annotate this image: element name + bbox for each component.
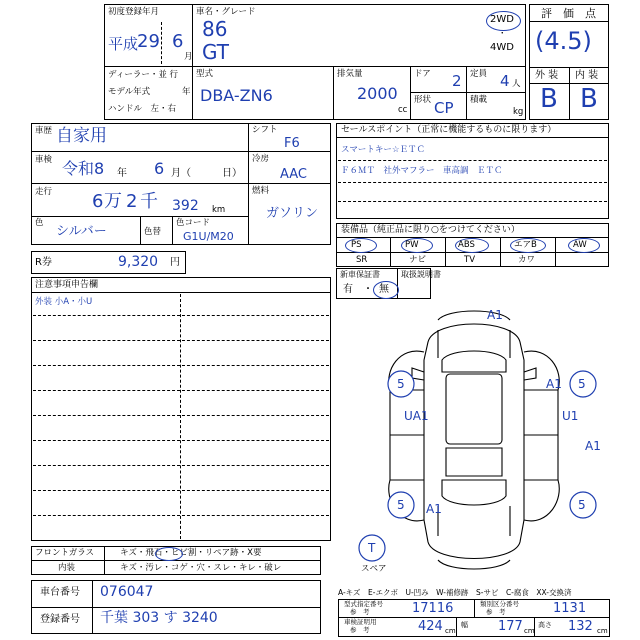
mark-door-right: U1 — [562, 409, 579, 423]
mark-front: A1 — [487, 308, 503, 322]
spare-t: T — [368, 541, 376, 555]
designation-label: 型式指定番号 — [344, 600, 383, 608]
reg-value: 千葉 303 す 3240 — [100, 610, 218, 626]
interior-glass-label: 内装 — [58, 563, 76, 573]
length-label: 車検証明用 — [344, 618, 377, 626]
drive-sep: ・ — [498, 29, 507, 39]
mileage-sen-unit: 千 — [140, 191, 158, 212]
header-block — [104, 4, 526, 120]
model-name: 86 — [202, 17, 228, 41]
km-unit: km — [212, 205, 226, 215]
inspection-label: 車検 — [35, 155, 53, 165]
mark-fender-fr: A1 — [546, 377, 562, 391]
grade-score: (4.5) — [535, 27, 592, 55]
equip-abs: ABS — [458, 240, 475, 250]
equip-tv: TV — [464, 255, 476, 265]
warranty-value: 有 ・ — [343, 284, 373, 295]
fuel-value: ガソリン — [266, 206, 319, 221]
color-label: 色 — [35, 218, 44, 228]
fuel-label: 燃料 — [252, 186, 270, 196]
r-ticket-box — [31, 251, 186, 274]
ref-label-1: 参 考 — [350, 608, 370, 616]
equip-navi: ナビ — [409, 255, 427, 265]
length-value: 424 — [418, 619, 443, 634]
color-change-label: 色替 — [144, 227, 162, 237]
inspection-year-unit: 年 — [117, 168, 127, 179]
capacity-label: 定員 — [470, 69, 488, 79]
drive-2wd: 2WD — [490, 14, 514, 25]
mark-wheel-rr: 5 — [578, 498, 586, 512]
model-year-label: モデル年式 — [108, 87, 151, 97]
year-unit: 年 — [182, 87, 191, 97]
equip-sr: SR — [356, 255, 368, 265]
mileage-label: 走行 — [35, 187, 53, 197]
notes-rule — [33, 315, 329, 316]
door-value: 2 — [452, 72, 462, 90]
notes-rule — [33, 490, 329, 491]
car-type-value: 自家用 — [56, 126, 107, 146]
inspection-month: 6 — [154, 159, 165, 178]
month-unit: 月 — [184, 52, 193, 62]
inspection-month-unit: 月（ — [171, 168, 191, 179]
handle-label: ハンドル 左・右 — [108, 104, 177, 114]
class-value: 1131 — [553, 601, 587, 616]
dealer-label: ディーラー・並 行 — [108, 70, 179, 80]
r-value: 9,320 — [118, 254, 159, 270]
color-code-value: G1U/M20 — [183, 230, 234, 243]
load-label: 積載 — [470, 95, 488, 105]
r-unit: 円 — [170, 257, 180, 268]
mileage-rest: 392 — [172, 198, 199, 214]
cm-2: cm — [524, 627, 535, 635]
width-value: 177 — [498, 619, 523, 634]
notes-rule — [33, 340, 329, 341]
color-value: シルバー — [56, 224, 107, 239]
mark-wheel-fl: 5 — [397, 377, 405, 391]
capacity-unit: 人 — [512, 79, 521, 89]
equip-airbag: エアB — [514, 240, 537, 250]
notes-box — [31, 277, 331, 541]
model-name-label: 車名・グレード — [196, 7, 256, 17]
notes-rule — [33, 390, 329, 391]
chassis-label: 車台番号 — [40, 587, 80, 598]
exterior-value: B — [540, 84, 558, 114]
interior-value: B — [580, 84, 598, 114]
interior-glass-options: キズ・汚レ・コゲ・穴・スレ・キレ・破レ — [120, 563, 282, 573]
front-glass-options: キズ・飛石・ヒビ割・リペア跡・X要 — [120, 548, 262, 558]
spare-label: スペア — [361, 564, 387, 574]
displacement-value: 2000 — [357, 84, 398, 103]
reg-month: 6 — [172, 31, 184, 52]
cc-unit: cc — [398, 105, 408, 115]
warranty-none: 無 — [379, 284, 389, 295]
color-code-label: 色コード — [176, 218, 211, 228]
chassis-value: 076047 — [100, 584, 154, 600]
ref-label-2: 参 考 — [486, 608, 506, 616]
manual-label: 取扱説明書 — [401, 270, 441, 279]
car-diagram — [338, 300, 610, 580]
shape-value: CP — [434, 99, 454, 117]
grade: GT — [202, 40, 230, 64]
shift-label: シフト — [252, 125, 278, 135]
kg-unit: kg — [513, 107, 524, 117]
cm-3: cm — [597, 627, 608, 635]
inspection-day-unit: 日） — [222, 168, 242, 179]
notes-rule — [33, 540, 329, 541]
mark-door-left: UA1 — [404, 409, 429, 423]
era: 平成 — [108, 35, 139, 53]
sales-title: セールスポイント（正常に機能するものに限ります） — [341, 125, 557, 135]
inspection-value: 令和8 — [62, 159, 105, 178]
mileage-man-unit: 万 — [104, 191, 122, 212]
reg-label: 登録番号 — [40, 614, 80, 625]
sales-line2: Ｆ６ＭＴ 社外マフラー 車高調 ＥＴＣ — [341, 166, 503, 176]
equip-leather: カワ — [518, 255, 536, 265]
mark-wheel-rl: 5 — [397, 498, 405, 512]
equipment-title: 装備品（純正品に限り○をつけてください） — [341, 225, 520, 235]
reg-year: 29 — [137, 31, 160, 52]
front-glass-label: フロントガラス — [35, 548, 94, 558]
mark-side-right: A1 — [585, 439, 601, 453]
r-label: R券 — [35, 257, 52, 268]
capacity-value: 4 — [500, 72, 510, 90]
height-value: 132 — [568, 619, 593, 634]
damage-legend: A-キズ E-エクボ U-凹み W-補修跡 S-サビ C-腐食 XX-交換済 — [338, 588, 572, 597]
notes-rule — [33, 415, 329, 416]
warranty-label: 新車保証書 — [340, 270, 380, 279]
width-label: 幅 — [461, 621, 468, 629]
notes-rule — [33, 365, 329, 366]
cm-1: cm — [445, 627, 456, 635]
mark-fender-rl: A1 — [426, 502, 442, 516]
ac-label: 冷房 — [252, 154, 270, 164]
car-type-label: 車歴 — [35, 126, 53, 136]
height-label: 高さ — [538, 621, 552, 629]
displacement-label: 排気量 — [337, 69, 363, 79]
grade-title: 評 価 点 — [541, 7, 596, 20]
drive-4wd: 4WD — [490, 42, 514, 53]
mileage-man: 6 — [92, 191, 104, 212]
first-reg-label: 初度登録年月 — [108, 7, 160, 17]
designation-value: 17116 — [412, 601, 454, 616]
mark-wheel-fr: 5 — [578, 377, 586, 391]
mileage-sen: 2 — [126, 191, 138, 212]
notes-line1: 外装 小A・小U — [35, 297, 93, 307]
type-label: 型式 — [196, 69, 214, 79]
type-value: DBA-ZN6 — [200, 86, 273, 105]
class-label: 類別区分番号 — [480, 600, 519, 608]
notes-rule — [33, 465, 329, 466]
ac-value: AAC — [280, 167, 307, 182]
ref-label-3: 参 考 — [350, 626, 370, 634]
exterior-label: 外 装 — [535, 70, 559, 81]
notes-rule — [33, 515, 329, 516]
equip-aw: AW — [573, 240, 587, 250]
door-label: ドア — [414, 69, 431, 79]
notes-rule — [33, 440, 329, 441]
shape-label: 形状 — [414, 95, 432, 105]
notes-title: 注意事項申告欄 — [35, 280, 99, 290]
sales-line1: スマートキー☆ＥＴＣ — [341, 145, 425, 155]
shift-value: F6 — [284, 136, 300, 151]
interior-label: 内 装 — [575, 70, 599, 81]
equip-pw: PW — [405, 240, 419, 250]
equip-ps: PS — [351, 240, 362, 250]
